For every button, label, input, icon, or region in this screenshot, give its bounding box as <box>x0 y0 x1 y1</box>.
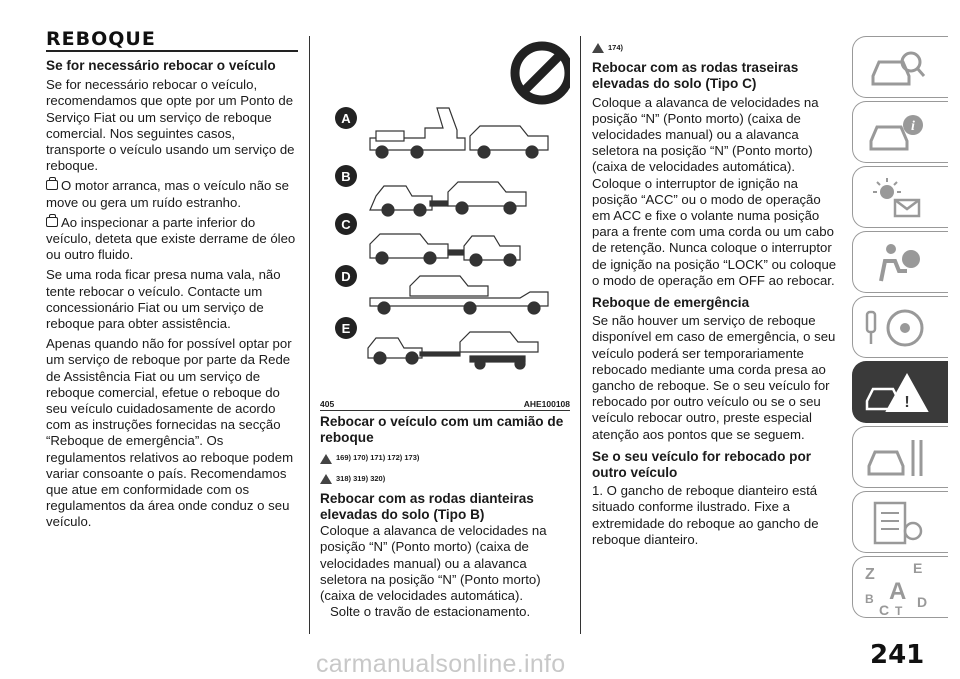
tab-safety[interactable] <box>852 231 948 293</box>
warning-refs: 318) 319) 320) <box>320 471 570 487</box>
label-c: C <box>341 217 351 232</box>
bullet-icon <box>46 180 58 190</box>
figure-code: AHE100108 <box>523 399 570 409</box>
svg-text:i: i <box>911 119 915 134</box>
warning-icon <box>592 43 604 53</box>
tow-truck-icon <box>370 108 548 158</box>
page-number: 241 <box>870 640 925 670</box>
paragraph: 1. O gancho de reboque dianteiro está situado conforme ilustrado. Fixe a extremidade do reboque ao gancho de reboque dianteiro. <box>592 483 819 547</box>
column-divider <box>309 36 310 634</box>
tab-car-info[interactable] <box>852 101 948 163</box>
tab-index[interactable] <box>852 556 948 618</box>
column-divider <box>580 36 581 634</box>
svg-text:E: E <box>913 560 923 576</box>
section-heading: Rebocar com as rodas traseiras elevadas do solo (Tipo C) <box>592 60 799 92</box>
section-heading: Se o seu veículo for rebocado por outro veículo <box>592 448 812 481</box>
column-right <box>592 40 840 548</box>
paragraph: Solte o travão de estacionamento. <box>330 604 531 620</box>
tab-driving[interactable] <box>852 296 948 358</box>
steering-key-icon <box>863 306 933 350</box>
warning-refs: 174) <box>592 40 840 56</box>
paragraph: Se for necessário rebocar o veículo, recomendamos que opte por um Ponto de Serviço Fiat ou um serviço de reboque comercial. Nos seguintes casos, transporte o veículo usando um serviço de reboque. <box>46 77 295 174</box>
paragraph: Coloque a alavanca de velocidades na posição “N” (Ponto morto) (caixa de velocidades manual) ou a alavanca seletora na posição “N” (Ponto morto) (caixa de velocidades automática). <box>320 523 547 604</box>
bullet-text: O motor arranca, mas o veículo não se move ou gera um ruído estranho. <box>46 178 289 210</box>
towing-illustration <box>320 36 570 394</box>
car-tools-icon <box>867 436 927 480</box>
tab-specs[interactable] <box>852 491 948 553</box>
airbag-icon <box>867 241 927 285</box>
svg-text:T: T <box>895 604 903 618</box>
svg-text:Z: Z <box>865 566 875 583</box>
flatbed-icon <box>370 276 548 314</box>
checklist-icon <box>867 501 927 545</box>
caution-icon <box>320 474 332 484</box>
label-e: E <box>341 321 351 336</box>
figure-number: 405 <box>320 399 335 409</box>
bullet-text: Ao inspecionar a parte inferior do veículo, deteta que existe derrame de óleo ou outro fluido. <box>46 214 296 263</box>
watermark: carmanualsonline.info <box>316 650 566 678</box>
no-sign-icon <box>515 46 569 100</box>
warning-icon <box>320 454 332 464</box>
column-left <box>46 58 298 535</box>
column-middle <box>320 414 570 620</box>
bullet-icon <box>46 217 58 227</box>
paragraph: Coloque a alavanca de velocidades na posição “N” (Ponto morto) (caixa de velocidades manual) ou a alavanca seletora na posição “N” (Ponto morto) (caixa de velocidades automática). Coloque o interruptor de ignição na posição “ACC” ou o modo de operação em ACC e fixe o volante numa posição para a frente com uma corda ou um cabo de retenção. Nunca coloque o interruptor de ignição na posição “LOCK” ou coloque o modo de operação em OFF ao rebocar. <box>592 94 837 288</box>
paragraph: Se uma roda ficar presa numa vala, não tente rebocar o veículo. Contacte um concessionário Fiat ou um serviço de reboque para obter assistência. <box>46 267 281 332</box>
svg-text:B: B <box>865 592 874 606</box>
chapter-tabs <box>852 36 948 626</box>
bullet-item <box>46 178 298 210</box>
title-underline <box>46 50 298 52</box>
alphabet-index-icon <box>861 559 931 619</box>
label-d: D <box>341 269 351 284</box>
tab-warning-lights[interactable] <box>852 166 948 228</box>
section-heading: Rebocar com as rodas dianteiras elevadas do solo (Tipo B) <box>320 490 534 523</box>
tab-maintenance[interactable] <box>852 426 948 488</box>
warning-light-icon <box>867 176 927 220</box>
label-a: A <box>341 111 351 126</box>
tab-emergency[interactable] <box>852 361 948 423</box>
section-heading: Reboque de emergência <box>592 295 750 311</box>
svg-text:!: ! <box>904 394 910 411</box>
figure-caption-bar <box>320 399 570 409</box>
bullet-item <box>46 215 298 264</box>
car-search-icon <box>867 46 927 90</box>
svg-text:A: A <box>889 578 907 605</box>
paragraph: Apenas quando não for possível optar por um serviço de reboque por parte da Rede de Assistência Fiat ou um serviço de reboque comercial, efetue o reboque do seu veículo cuidadosamente de acordo com as instruções fornecidas na secção “Reboque de emergência”. Os regulamentos relativos ao reboque podem variar consoante o país. Recomendamos que atue em conformidade com os regulamentos da área onde conduz o seu veículo. <box>46 336 294 530</box>
warning-refs: 169) 170) 171) 172) 173) <box>320 450 570 466</box>
svg-text:C: C <box>879 602 890 618</box>
label-b: B <box>341 169 351 184</box>
section-subtitle: Se for necessário rebocar o veículo <box>46 58 276 73</box>
paragraph: Se não houver um serviço de reboque disponível em caso de emergência, o seu veículo poderá ser temporariamente rebocado mediante uma corda presa ao gancho de reboque. Se o seu veículo for rebocado por outro veículo ou se o seu veículo rebocar outro, preste especial atenção aos pontos que se seguem. <box>592 313 836 442</box>
tab-car-search[interactable] <box>852 36 948 98</box>
emergency-icon <box>863 371 933 415</box>
figure-rule <box>320 410 570 411</box>
page-title: REBOQUE <box>46 28 156 50</box>
svg-text:D: D <box>917 594 928 610</box>
car-info-icon <box>867 111 927 155</box>
section-heading: Rebocar o veículo com um camião de reboque <box>320 414 564 446</box>
